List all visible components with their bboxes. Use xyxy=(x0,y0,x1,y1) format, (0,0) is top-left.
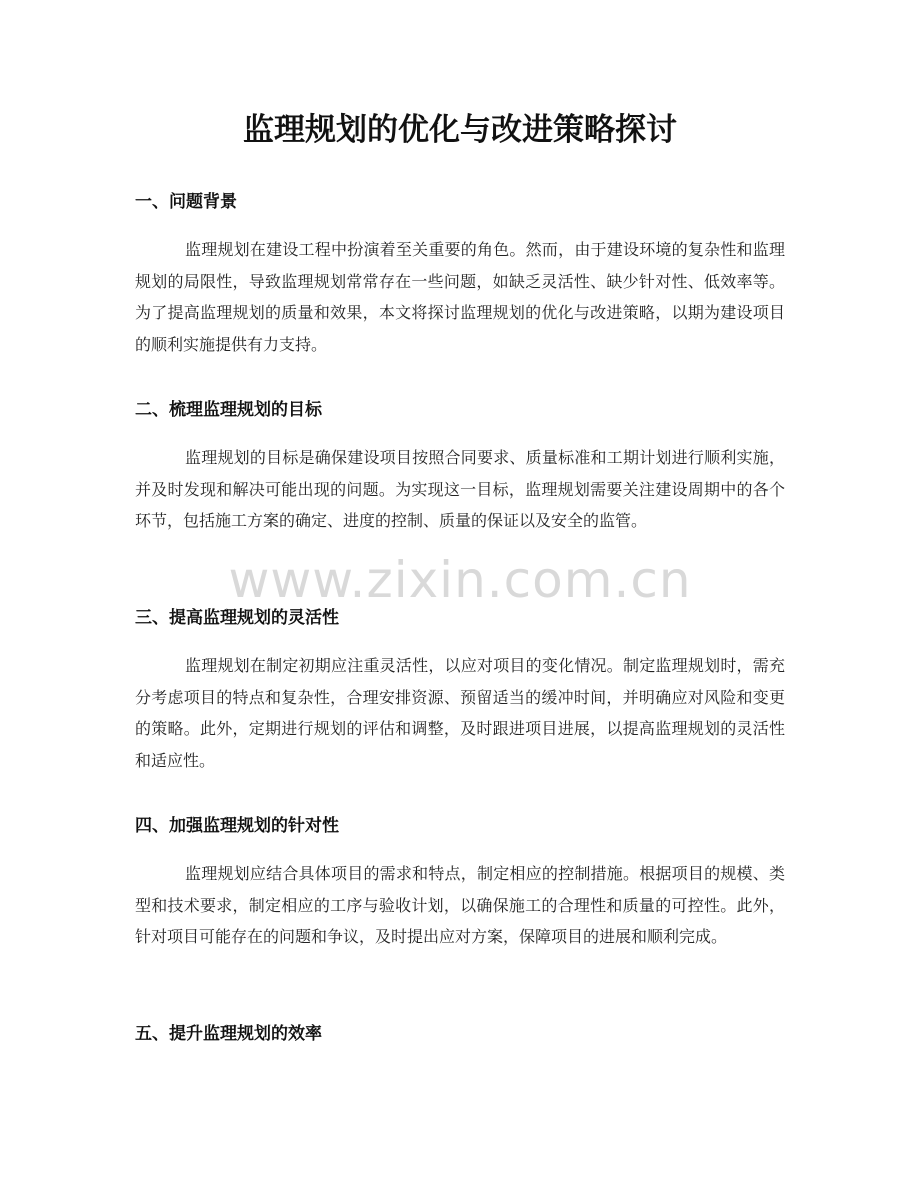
section-heading-2: 二、梳理监理规划的目标 xyxy=(135,400,322,420)
section-body-4: 监理规划应结合具体项目的需求和特点，制定相应的控制措施。根据项目的规模、类型和技术要求，制定相应的工序与验收计划，以确保施工的合理性和质量的可控性。此外，针对项目可能存在的问题和争议，及时提出应对方案，保障项目的进展和顺利完成。 xyxy=(135,864,785,946)
section-body-1: 监理规划在建设工程中扮演着至关重要的角色。然而，由于建设环境的复杂性和监理规划的局限性，导致监理规划常常存在一些问题，如缺乏灵活性、缺少针对性、低效率等。为了提高监理规划的质量和效果，本文将探讨监理规划的优化与改进策略，以期为建设项目的顺利实施提供有力支持。 xyxy=(135,240,785,354)
section-heading-4: 四、加强监理规划的针对性 xyxy=(135,816,339,836)
section-body-3: 监理规划在制定初期应注重灵活性，以应对项目的变化情况。制定监理规划时，需充分考虑项目的特点和复杂性，合理安排资源、预留适当的缓冲时间，并明确应对风险和变更的策略。此外，定期进行规划的评估和调整，及时跟进项目进展，以提高监理规划的灵活性和适应性。 xyxy=(135,656,785,770)
section-heading-3: 三、提高监理规划的灵活性 xyxy=(135,608,339,628)
section-heading-5: 五、提升监理规划的效率 xyxy=(135,1024,322,1044)
document-title: 监理规划的优化与改进策略探讨 xyxy=(243,112,677,148)
watermark: www.zixin.com.cn xyxy=(228,551,692,609)
section-body-2: 监理规划的目标是确保建设项目按照合同要求、质量标准和工期计划进行顺利实施，并及时发现和解决可能出现的问题。为实现这一目标，监理规划需要关注建设周期中的各个环节，包括施工方案的确定、进度的控制、质量的保证以及安全的监管。 xyxy=(135,448,785,530)
section-heading-1: 一、问题背景 xyxy=(135,192,237,212)
